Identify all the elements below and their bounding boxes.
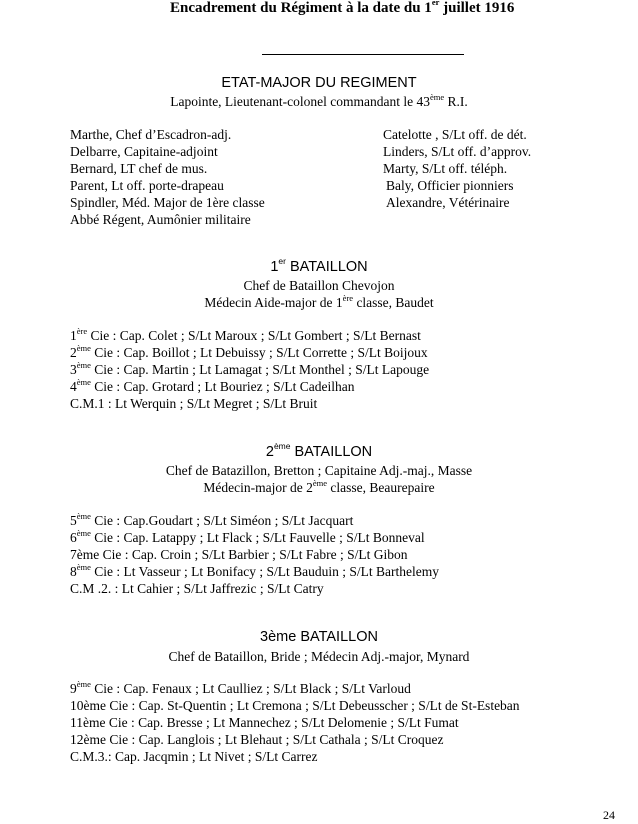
staff-member: Marty, S/Lt off. téléph. — [383, 161, 508, 176]
bataillon-2-heading — [0, 441, 638, 461]
company-num: 4 — [70, 379, 77, 394]
company-line — [70, 714, 520, 731]
page-title — [170, 0, 514, 17]
company-line — [70, 546, 439, 563]
company-text: 7ème Cie : Cap. Croin ; S/Lt Barbier ; S/Lt Fabre ; S/Lt Gibon — [70, 547, 408, 562]
heading-text: BATAILLON — [290, 444, 373, 460]
bataillon-3-companies — [70, 680, 520, 765]
commander-sup: ème — [430, 91, 445, 102]
company-line — [70, 748, 520, 765]
page-title-end: juillet 1916 — [439, 0, 515, 16]
staff-member: Delbarre, Capitaine-adjoint — [70, 144, 218, 159]
etat-major-commander — [0, 93, 638, 110]
company-text: Cie : Cap. Latappy ; Lt Flack ; S/Lt Fauvelle ; S/Lt Bonneval — [90, 530, 425, 545]
bataillon-2-companies — [70, 512, 439, 597]
heading-num: 2 — [265, 444, 274, 460]
company-num: 6 — [70, 530, 77, 545]
company-num: 8 — [70, 564, 77, 579]
company-text: 10ème Cie : Cap. St-Quentin ; Lt Cremona ; S/Lt Debeusscher ; S/Lt de St-Esteban — [70, 698, 520, 713]
company-text: Cie : Cap. Fenaux ; Lt Caulliez ; S/Lt Black ; S/Lt Varloud — [90, 681, 411, 696]
company-text: Cie : Cap. Grotard ; Lt Bouriez ; S/Lt Cadeilhan — [90, 379, 355, 394]
staff-member: Marthe, Chef d’Escadron-adj. — [70, 127, 232, 142]
staff-member: Bernard, LT chef de mus. — [70, 161, 208, 176]
staff-member: Abbé Régent, Aumônier militaire — [70, 212, 251, 227]
company-sup: ème — [76, 376, 91, 387]
company-sup: ème — [76, 510, 91, 521]
staff-member: Parent, Lt off. porte-drapeau — [70, 178, 224, 193]
company-num: 2 — [70, 345, 77, 360]
company-num: 3 — [70, 362, 77, 377]
staff-member: Baly, Officier pionniers — [386, 178, 514, 193]
company-text: 12ème Cie : Cap. Langlois ; Lt Blehaut ; S/Lt Cathala ; S/Lt Croquez — [70, 732, 444, 747]
company-line — [70, 395, 429, 412]
medecin-sup: ère — [342, 292, 354, 303]
company-text: 11ème Cie : Cap. Bresse ; Lt Mannechez ; S/Lt Delomenie ; S/Lt Fumat — [70, 715, 459, 730]
company-sup: ème — [76, 359, 91, 370]
page-number: 24 — [603, 808, 615, 822]
bataillon-2-medecin — [0, 479, 638, 496]
company-line — [70, 361, 429, 378]
company-line — [70, 378, 429, 395]
medecin-text: Médecin Aide-major de 1 — [204, 295, 343, 310]
company-sup: ème — [76, 527, 91, 538]
company-line — [70, 344, 429, 361]
bataillon-2-chef: Chef de Batazillon, Bretton ; Capitaine Adj.-maj., Masse — [165, 463, 473, 478]
medecin-end: classe, Baudet — [353, 295, 434, 310]
commander-text: Lapointe, Lieutenant-colonel commandant le 43 — [170, 94, 430, 109]
staff-member: Linders, S/Lt off. d’approv. — [383, 144, 532, 159]
company-text: Cie : Lt Vasseur ; Lt Bonifacy ; S/Lt Bauduin ; S/Lt Barthelemy — [90, 564, 440, 579]
bataillon-1-companies — [70, 327, 429, 412]
page-title-sup: er — [431, 0, 440, 7]
company-num: 9 — [70, 681, 77, 696]
bataillon-1-medecin — [0, 294, 638, 311]
bataillon-3-heading: 3ème BATAILLON — [260, 629, 378, 645]
company-line — [70, 563, 439, 580]
company-text: Cie : Cap.Goudart ; S/Lt Siméon ; S/Lt Jacquart — [90, 513, 354, 528]
company-text: Cie : Cap. Colet ; S/Lt Maroux ; S/Lt Gombert ; S/Lt Bernast — [87, 328, 421, 343]
bataillon-1-chef: Chef de Bataillon Chevojon — [243, 278, 395, 293]
company-text: C.M.1 : Lt Werquin ; S/Lt Megret ; S/Lt Bruit — [70, 396, 318, 411]
etat-major-left-column — [70, 126, 265, 228]
company-line — [70, 327, 429, 344]
company-text: Cie : Cap. Boillot ; Lt Debuissy ; S/Lt Corrette ; S/Lt Boijoux — [90, 345, 428, 360]
page-title-text: Encadrement du Régiment à la date du 1 — [170, 0, 432, 16]
medecin-text: Médecin-major de 2 — [203, 480, 313, 495]
heading-text: BATAILLON — [285, 259, 368, 275]
staff-member: Alexandre, Vétérinaire — [386, 195, 510, 210]
company-text: Cie : Cap. Martin ; Lt Lamagat ; S/Lt Monthel ; S/Lt Lapouge — [90, 362, 430, 377]
heading-num: 1 — [270, 259, 279, 275]
company-line — [70, 529, 439, 546]
company-line — [70, 512, 439, 529]
etat-major-right-column — [383, 126, 531, 211]
company-num: 5 — [70, 513, 77, 528]
medecin-end: classe, Beaurepaire — [327, 480, 435, 495]
company-sup: ème — [76, 342, 91, 353]
bataillon-3-chef: Chef de Bataillon, Bride ; Médecin Adj.-major, Mynard — [168, 649, 470, 664]
company-text: C.M.3.: Cap. Jacqmin ; Lt Nivet ; S/Lt Carrez — [70, 749, 318, 764]
staff-member: Spindler, Méd. Major de 1ère classe — [70, 195, 265, 210]
staff-member: Catelotte , S/Lt off. de dét. — [383, 127, 527, 142]
company-line — [70, 697, 520, 714]
heading-sup: ème — [273, 441, 291, 452]
company-sup: ème — [76, 561, 91, 572]
etat-major-heading: ETAT-MAJOR DU REGIMENT — [221, 75, 417, 91]
company-text: C.M .2. : Lt Cahier ; S/Lt Jaffrezic ; S/Lt Catry — [70, 581, 324, 596]
company-num: 1 — [70, 328, 77, 343]
company-sup: ère — [76, 325, 88, 336]
company-sup: ème — [76, 678, 91, 689]
medecin-sup: ème — [312, 477, 328, 488]
company-line — [70, 580, 439, 597]
commander-end: R.I. — [444, 94, 468, 109]
company-line — [70, 731, 520, 748]
title-rule — [262, 54, 464, 55]
company-line — [70, 680, 520, 697]
bataillon-1-heading — [0, 256, 638, 276]
heading-sup: er — [278, 256, 286, 267]
